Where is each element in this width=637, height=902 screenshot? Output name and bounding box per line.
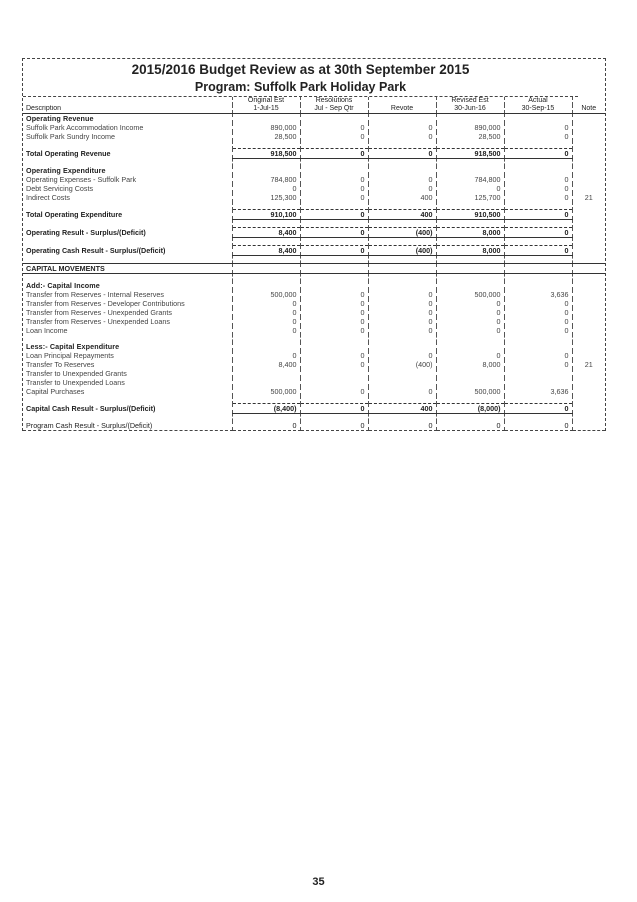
row-label: Capital Purchases bbox=[26, 387, 85, 396]
spacer-row bbox=[23, 396, 605, 404]
revised-value: 8,000 bbox=[436, 228, 504, 238]
section-row bbox=[23, 281, 605, 290]
original-value: 500,000 bbox=[232, 387, 300, 396]
resolutions-value bbox=[300, 114, 368, 124]
revote-value: 0 bbox=[368, 326, 436, 335]
note-value bbox=[572, 342, 605, 351]
row-label: Debt Servicing Costs bbox=[26, 184, 94, 193]
revote-value bbox=[368, 369, 436, 378]
actual-value bbox=[504, 264, 572, 274]
note-value bbox=[572, 317, 605, 326]
header-actual-date: 30-Sep-15 bbox=[504, 105, 572, 114]
revised-value bbox=[436, 378, 504, 387]
actual-value bbox=[504, 281, 572, 290]
resolutions-value: 0 bbox=[300, 308, 368, 317]
revised-value: 918,500 bbox=[436, 149, 504, 159]
row-label: Suffolk Park Sundry Income bbox=[26, 132, 115, 141]
resolutions-value bbox=[300, 378, 368, 387]
actual-value: 0 bbox=[504, 175, 572, 184]
resolutions-value: 0 bbox=[300, 184, 368, 193]
row-label: Total Operating Expenditure bbox=[26, 210, 123, 219]
original-value: 0 bbox=[232, 308, 300, 317]
actual-value: 0 bbox=[504, 123, 572, 132]
actual-value: 0 bbox=[504, 246, 572, 256]
header-original-label: Original Est bbox=[232, 97, 300, 105]
budget-report bbox=[22, 58, 606, 431]
resolutions-value bbox=[300, 342, 368, 351]
resolutions-value: 0 bbox=[300, 193, 368, 202]
resolutions-value: 0 bbox=[300, 360, 368, 369]
note-value: 21 bbox=[572, 360, 605, 369]
revised-value bbox=[436, 264, 504, 274]
revote-value: 0 bbox=[368, 184, 436, 193]
table-row bbox=[23, 123, 605, 132]
actual-value: 0 bbox=[504, 210, 572, 220]
table-row bbox=[23, 132, 605, 141]
revote-value: 0 bbox=[368, 123, 436, 132]
header-resolutions-period: Jul - Sep Qtr bbox=[300, 105, 368, 114]
table-row bbox=[23, 351, 605, 360]
revote-value: (400) bbox=[368, 246, 436, 256]
resolutions-value: 0 bbox=[300, 404, 368, 414]
original-value: (8,400) bbox=[232, 404, 300, 414]
total-row bbox=[23, 210, 605, 220]
note-value bbox=[572, 404, 605, 414]
original-value bbox=[232, 166, 300, 175]
total-row bbox=[23, 246, 605, 256]
section-row bbox=[23, 342, 605, 351]
revote-value bbox=[368, 281, 436, 290]
spacer-row bbox=[23, 256, 605, 264]
row-label: Transfer To Reserves bbox=[26, 360, 95, 369]
note-value bbox=[572, 378, 605, 387]
original-value: 125,300 bbox=[232, 193, 300, 202]
original-value: 8,400 bbox=[232, 360, 300, 369]
resolutions-value: 0 bbox=[300, 175, 368, 184]
resolutions-value bbox=[300, 264, 368, 274]
row-label: Operating Expenditure bbox=[26, 166, 106, 175]
row-label: Transfer from Reserves - Developer Contributions bbox=[26, 299, 185, 308]
original-value: 910,100 bbox=[232, 210, 300, 220]
revised-value bbox=[436, 369, 504, 378]
row-label: Indirect Costs bbox=[26, 193, 70, 202]
note-value bbox=[572, 290, 605, 299]
revote-value: 0 bbox=[368, 317, 436, 326]
revote-value: 0 bbox=[368, 299, 436, 308]
revised-value: 784,800 bbox=[436, 175, 504, 184]
note-value bbox=[572, 166, 605, 175]
revised-value: 0 bbox=[436, 326, 504, 335]
table-row bbox=[23, 387, 605, 396]
actual-value: 0 bbox=[504, 299, 572, 308]
revote-value: (400) bbox=[368, 360, 436, 369]
spacer-row bbox=[23, 220, 605, 228]
original-value bbox=[232, 369, 300, 378]
spacer-row bbox=[23, 335, 605, 342]
row-label: Transfer from Reserves - Unexpended Grants bbox=[26, 308, 172, 317]
row-label: Suffolk Park Accommodation Income bbox=[26, 123, 144, 132]
resolutions-value: 0 bbox=[300, 299, 368, 308]
revised-value: 0 bbox=[436, 299, 504, 308]
header-revote: Revote bbox=[368, 105, 436, 114]
actual-value: 0 bbox=[504, 132, 572, 141]
actual-value bbox=[504, 378, 572, 387]
table-row bbox=[23, 360, 605, 369]
revote-value: 0 bbox=[368, 290, 436, 299]
table-row bbox=[23, 369, 605, 378]
note-value bbox=[572, 228, 605, 238]
row-label: Add:- Capital Income bbox=[26, 281, 100, 290]
revote-value: 0 bbox=[368, 175, 436, 184]
revote-value: 0 bbox=[368, 308, 436, 317]
revote-value: 0 bbox=[368, 149, 436, 159]
revote-value bbox=[368, 114, 436, 124]
original-value bbox=[232, 281, 300, 290]
actual-value: 3,636 bbox=[504, 290, 572, 299]
table-row bbox=[23, 308, 605, 317]
row-label: Transfer from Reserves - Unexpended Loans bbox=[26, 317, 170, 326]
row-label: Total Operating Revenue bbox=[26, 149, 111, 158]
revote-value bbox=[368, 264, 436, 274]
actual-value: 0 bbox=[504, 149, 572, 159]
table-row bbox=[23, 317, 605, 326]
budget-table bbox=[23, 97, 605, 431]
revised-value: 125,700 bbox=[436, 193, 504, 202]
revised-value: 8,000 bbox=[436, 360, 504, 369]
actual-value: 0 bbox=[504, 326, 572, 335]
actual-value: 0 bbox=[504, 308, 572, 317]
revised-value: 0 bbox=[436, 184, 504, 193]
revised-value: 910,500 bbox=[436, 210, 504, 220]
spacer-row bbox=[23, 141, 605, 149]
row-label: Loan Income bbox=[26, 326, 68, 335]
actual-value: 0 bbox=[504, 360, 572, 369]
header-original-date: 1-Jul-15 bbox=[232, 105, 300, 114]
spacer-row bbox=[23, 238, 605, 246]
note-value bbox=[572, 175, 605, 184]
table-row bbox=[23, 184, 605, 193]
section-row bbox=[23, 114, 605, 124]
note-value bbox=[572, 123, 605, 132]
row-label: Transfer to Unexpended Grants bbox=[26, 369, 127, 378]
original-value: 0 bbox=[232, 326, 300, 335]
table-body bbox=[23, 114, 605, 431]
actual-value bbox=[504, 369, 572, 378]
report-title: 2015/2016 Budget Review as at 30th September 2015 bbox=[131, 62, 470, 77]
actual-value: 0 bbox=[504, 184, 572, 193]
resolutions-value: 0 bbox=[300, 246, 368, 256]
revised-value bbox=[436, 114, 504, 124]
note-value bbox=[572, 210, 605, 220]
revised-value: 0 bbox=[436, 308, 504, 317]
revised-value: 500,000 bbox=[436, 290, 504, 299]
revised-value bbox=[436, 281, 504, 290]
note-value: 21 bbox=[572, 193, 605, 202]
revote-value: 0 bbox=[368, 421, 436, 431]
resolutions-value: 0 bbox=[300, 317, 368, 326]
note-value bbox=[572, 281, 605, 290]
actual-value: 3,636 bbox=[504, 387, 572, 396]
spacer-row bbox=[23, 202, 605, 210]
header-revised-date: 30-Jun-16 bbox=[436, 105, 504, 114]
revote-value: 0 bbox=[368, 387, 436, 396]
revised-value: 0 bbox=[436, 421, 504, 431]
table-row bbox=[23, 378, 605, 387]
note-value bbox=[572, 184, 605, 193]
original-value: 8,400 bbox=[232, 246, 300, 256]
table-row bbox=[23, 290, 605, 299]
spacer-row bbox=[23, 414, 605, 422]
revote-value: 400 bbox=[368, 210, 436, 220]
final-row bbox=[23, 421, 605, 431]
note-value bbox=[572, 132, 605, 141]
actual-value: 0 bbox=[504, 404, 572, 414]
revised-value: 500,000 bbox=[436, 387, 504, 396]
resolutions-value: 0 bbox=[300, 210, 368, 220]
original-value: 8,400 bbox=[232, 228, 300, 238]
resolutions-value: 0 bbox=[300, 228, 368, 238]
revote-value bbox=[368, 166, 436, 175]
resolutions-value bbox=[300, 281, 368, 290]
revote-value: 0 bbox=[368, 351, 436, 360]
resolutions-value: 0 bbox=[300, 123, 368, 132]
note-value bbox=[572, 421, 605, 431]
table-row bbox=[23, 326, 605, 335]
original-value: 28,500 bbox=[232, 132, 300, 141]
actual-value bbox=[504, 166, 572, 175]
revote-value: 400 bbox=[368, 193, 436, 202]
note-value bbox=[572, 369, 605, 378]
cap-row bbox=[23, 264, 605, 274]
row-label: Operating Expenses - Suffolk Park bbox=[26, 175, 137, 184]
note-value bbox=[572, 351, 605, 360]
revised-value: (8,000) bbox=[436, 404, 504, 414]
section-row bbox=[23, 166, 605, 175]
header-revised-label: Revised Est bbox=[436, 97, 504, 105]
revote-value: 400 bbox=[368, 404, 436, 414]
original-value: 0 bbox=[232, 184, 300, 193]
header-description: Description bbox=[23, 105, 232, 114]
original-value bbox=[232, 114, 300, 124]
row-label: Transfer from Reserves - Internal Reserves bbox=[26, 290, 164, 299]
original-value: 918,500 bbox=[232, 149, 300, 159]
actual-value: 0 bbox=[504, 193, 572, 202]
row-label: Program Cash Result - Surplus/(Deficit) bbox=[23, 421, 232, 431]
resolutions-value: 0 bbox=[300, 149, 368, 159]
total-row bbox=[23, 404, 605, 414]
original-value: 0 bbox=[232, 299, 300, 308]
resolutions-value: 0 bbox=[300, 387, 368, 396]
spacer-row bbox=[23, 274, 605, 282]
row-label: Operating Result - Surplus/(Deficit) bbox=[26, 228, 146, 237]
row-label: Loan Principal Repayments bbox=[26, 351, 114, 360]
original-value: 890,000 bbox=[232, 123, 300, 132]
actual-value: 0 bbox=[504, 351, 572, 360]
original-value: 0 bbox=[232, 421, 300, 431]
table-row bbox=[23, 175, 605, 184]
actual-value: 0 bbox=[504, 421, 572, 431]
resolutions-value: 0 bbox=[300, 132, 368, 141]
note-value bbox=[572, 308, 605, 317]
row-label: Operating Cash Result - Surplus/(Deficit) bbox=[26, 246, 166, 255]
revised-value bbox=[436, 342, 504, 351]
revised-value: 28,500 bbox=[436, 132, 504, 141]
revised-value: 0 bbox=[436, 317, 504, 326]
row-label: Capital Cash Result - Surplus/(Deficit) bbox=[26, 404, 156, 413]
header-note: Note bbox=[572, 105, 605, 114]
resolutions-value bbox=[300, 166, 368, 175]
resolutions-value bbox=[300, 369, 368, 378]
row-label: Transfer to Unexpended Loans bbox=[26, 378, 125, 387]
revised-value: 8,000 bbox=[436, 246, 504, 256]
actual-value bbox=[504, 342, 572, 351]
row-label: CAPITAL MOVEMENTS bbox=[23, 264, 232, 274]
revote-value bbox=[368, 342, 436, 351]
actual-value bbox=[504, 114, 572, 124]
header-actual-label: Actual bbox=[504, 97, 572, 105]
original-value bbox=[232, 378, 300, 387]
original-value: 784,800 bbox=[232, 175, 300, 184]
row-label: Less:- Capital Expenditure bbox=[26, 342, 120, 351]
actual-value: 0 bbox=[504, 228, 572, 238]
actual-value: 0 bbox=[504, 317, 572, 326]
program-title: Program: Suffolk Park Holiday Park bbox=[194, 80, 407, 94]
resolutions-value: 0 bbox=[300, 421, 368, 431]
original-value: 0 bbox=[232, 351, 300, 360]
title-block bbox=[23, 59, 578, 97]
revote-value bbox=[368, 378, 436, 387]
note-value bbox=[572, 149, 605, 159]
spacer-row bbox=[23, 159, 605, 167]
total-row bbox=[23, 228, 605, 238]
table-row bbox=[23, 299, 605, 308]
original-value: 0 bbox=[232, 317, 300, 326]
note-value bbox=[572, 246, 605, 256]
resolutions-value: 0 bbox=[300, 326, 368, 335]
note-value bbox=[572, 264, 605, 274]
resolutions-value: 0 bbox=[300, 351, 368, 360]
resolutions-value: 0 bbox=[300, 290, 368, 299]
row-label: Operating Revenue bbox=[26, 114, 94, 123]
original-value: 500,000 bbox=[232, 290, 300, 299]
note-value bbox=[572, 326, 605, 335]
header-resolutions-label: Resolutions bbox=[300, 97, 368, 105]
revised-value: 890,000 bbox=[436, 123, 504, 132]
revote-value: (400) bbox=[368, 228, 436, 238]
note-value bbox=[572, 387, 605, 396]
original-value bbox=[232, 342, 300, 351]
page-number: 35 bbox=[312, 876, 325, 888]
original-value bbox=[232, 264, 300, 274]
total-row bbox=[23, 149, 605, 159]
note-value bbox=[572, 299, 605, 308]
revised-value: 0 bbox=[436, 351, 504, 360]
revised-value bbox=[436, 166, 504, 175]
revote-value: 0 bbox=[368, 132, 436, 141]
note-value bbox=[572, 114, 605, 124]
table-row bbox=[23, 193, 605, 202]
